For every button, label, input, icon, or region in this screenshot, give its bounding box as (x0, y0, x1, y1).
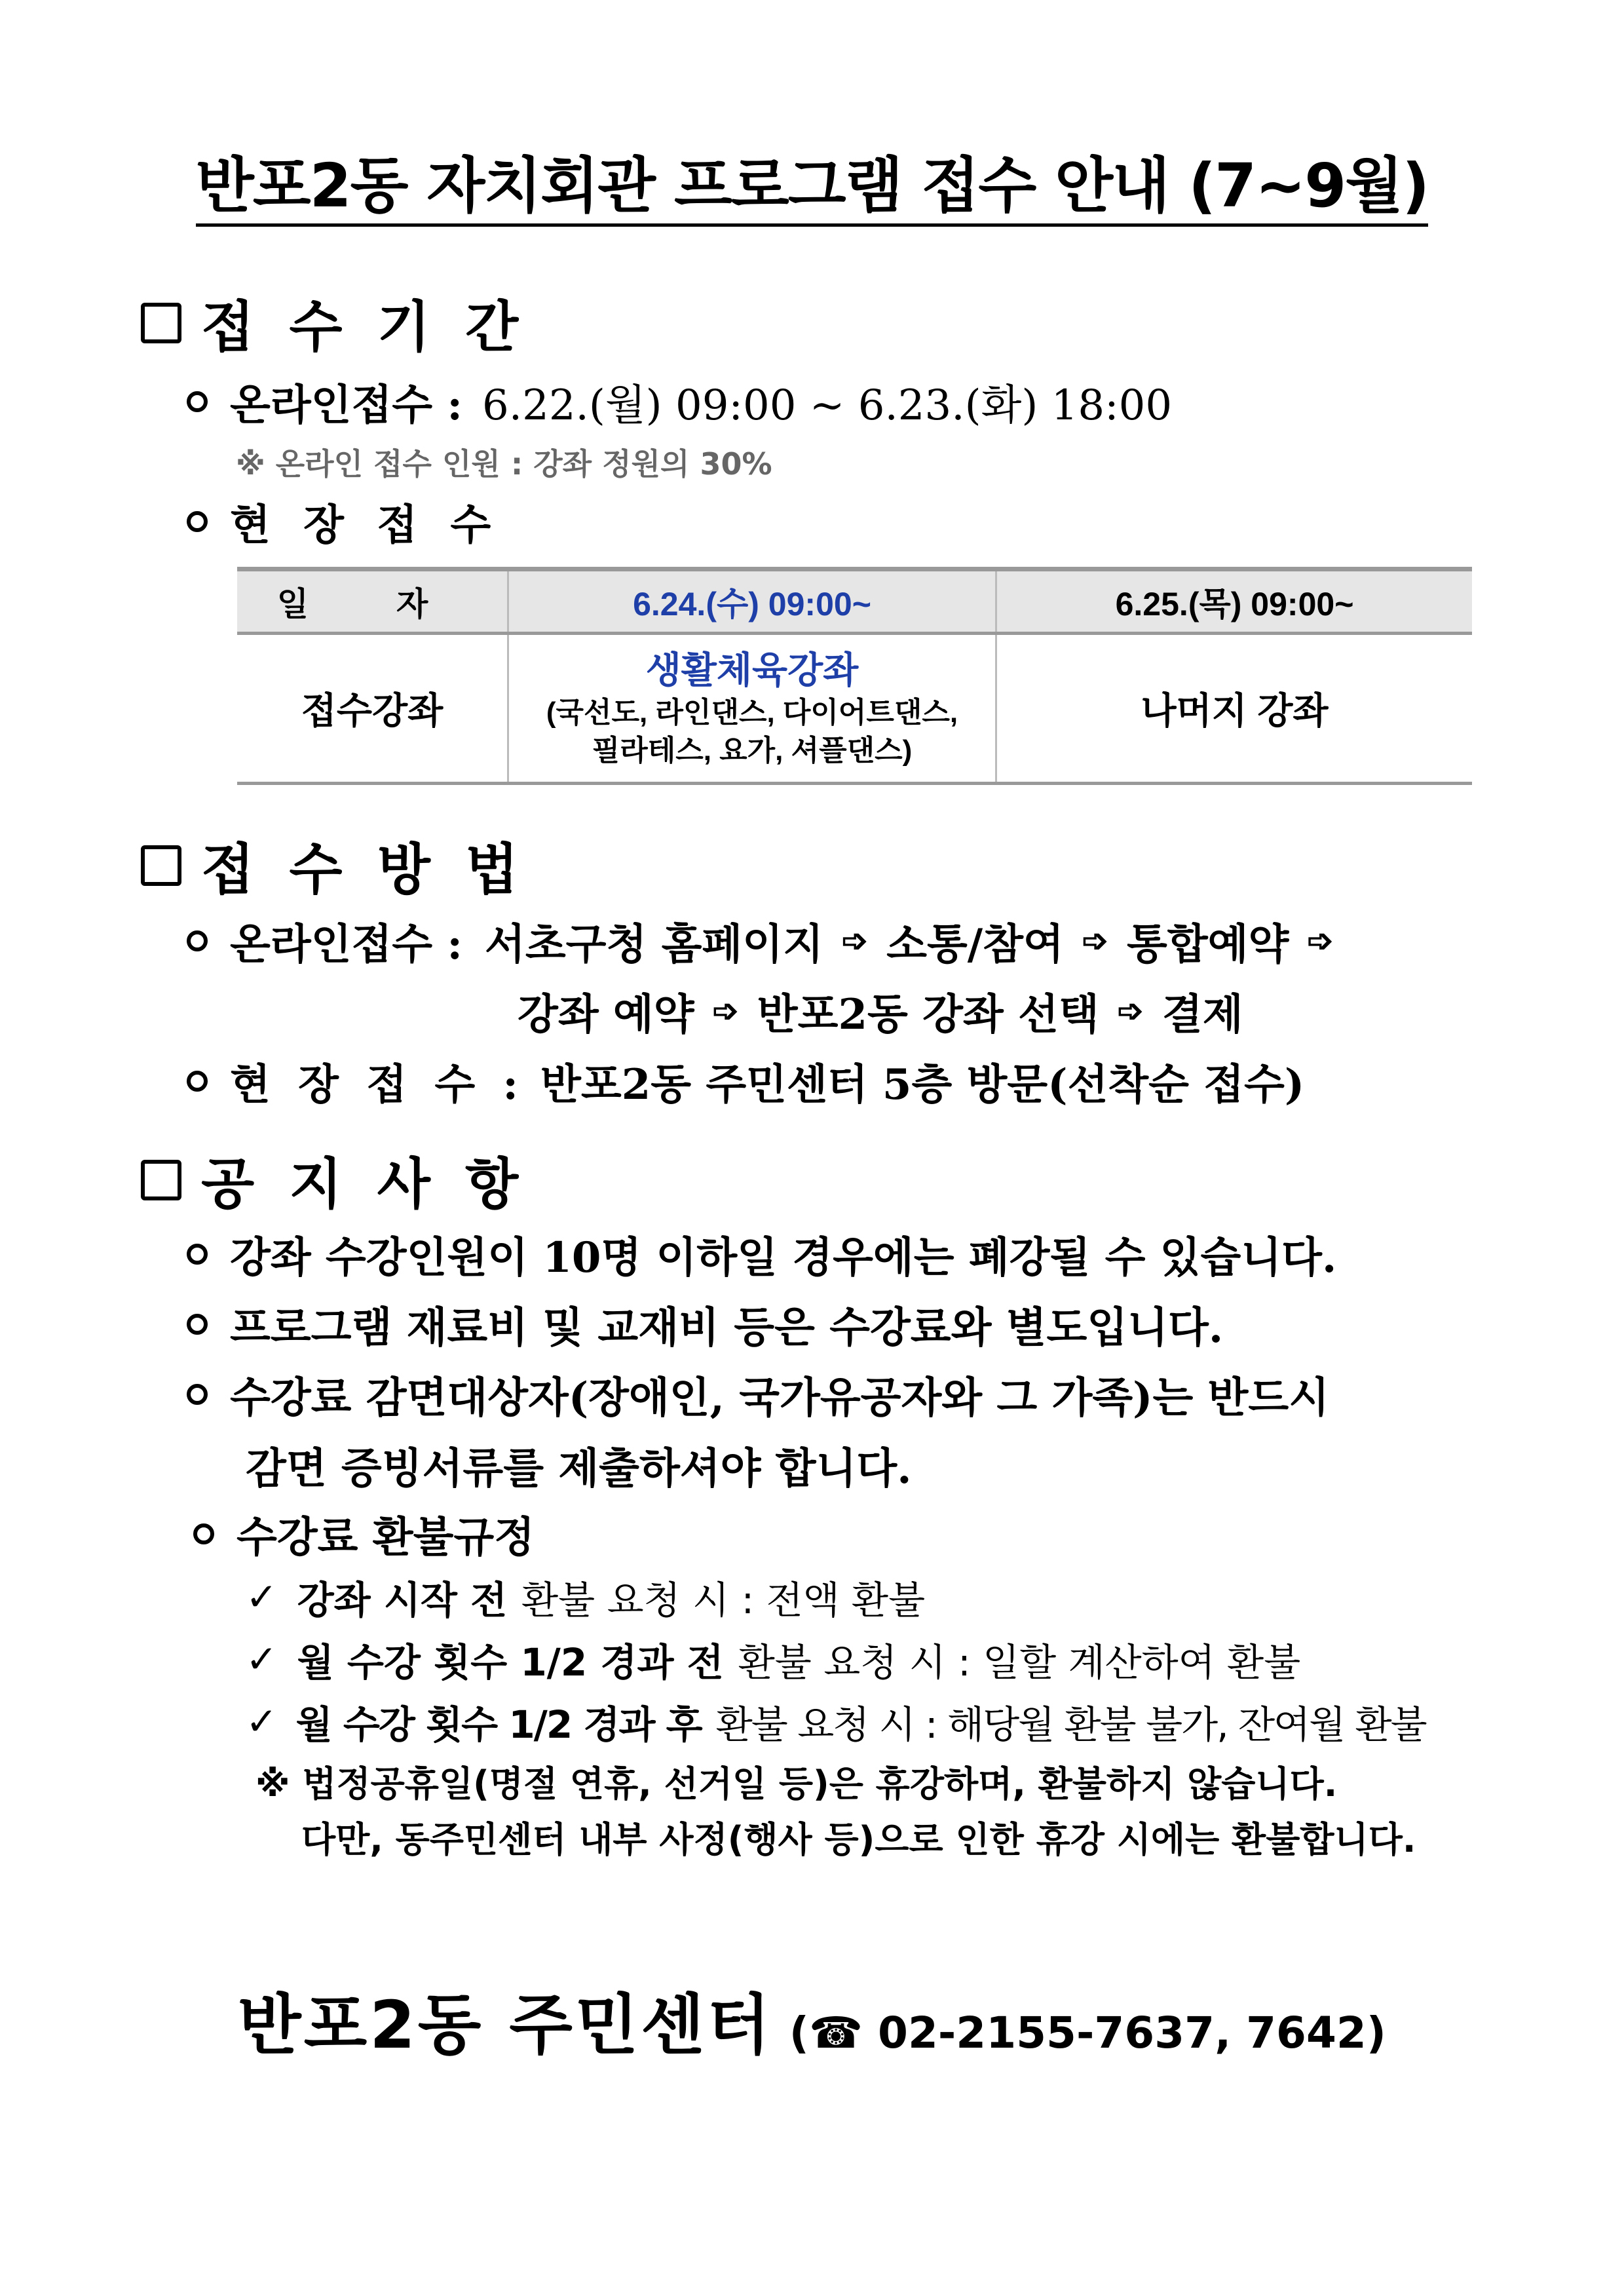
holiday-note-1: ※ 법정공휴일(명절 연휴, 선거일 등)은 휴강하며, 환불하지 않습니다. (255, 1763, 1338, 1805)
arrow-right-icon: ➩ (1117, 993, 1144, 1029)
day1-course-list-2: 필라테스, 요가, 셔플댄스) (592, 735, 913, 767)
page-title (0, 138, 1624, 224)
step-payment: 결제 (1161, 990, 1243, 1039)
online-period-line (187, 372, 1172, 432)
square-bullet-icon (141, 1160, 181, 1200)
online-period-value: 6.22.(월) 09:00 ~ 6.23.(화) 18:00 (482, 381, 1173, 430)
refund-title-line (193, 1504, 535, 1564)
refund-rule-3-condition: 월 수강 횟수 1/2 경과 후 (295, 1702, 702, 1747)
notice-item-3-text: 수강료 감면대상자(장애인, 국가유공자와 그 가족)는 반드시 (230, 1373, 1330, 1423)
step-select-course: 반포2동 강좌 선택 (757, 990, 1099, 1039)
section-heading-period (141, 283, 526, 362)
square-bullet-icon (141, 845, 181, 886)
circle-bullet-icon (187, 930, 208, 951)
online-period-label: 온라인접수 : (230, 381, 463, 430)
center-name: 반포2동 주민센터 (238, 1987, 773, 2063)
refund-rule-2-text: 환불 요청 시 : 일할 계산하여 환불 (738, 1640, 1301, 1685)
step-homepage: 서초구청 홈페이지 (485, 920, 823, 969)
refund-rule-3 (246, 1694, 1426, 1749)
day1-course-cell (508, 634, 996, 784)
phone-number: (☎ 02-2155-7637, 7642) (789, 2008, 1386, 2058)
refund-title: 수강료 환불규정 (236, 1513, 535, 1562)
section-heading-text: 접 수 방 법 (201, 837, 527, 902)
schedule-table (237, 567, 1472, 785)
footer (0, 1972, 1624, 2067)
refund-rule-1-condition: 강좌 시작 전 (297, 1578, 508, 1622)
check-icon: ✓ (246, 1699, 276, 1744)
step-integrated-reservation: 통합예약 (1127, 920, 1289, 969)
notice-item-2 (187, 1294, 1223, 1354)
onsite-period-label: 현 장 접 수 (230, 501, 500, 550)
day2-header-cell: 6.25.(목) 09:00~ (996, 569, 1473, 634)
day1-header-cell: 6.24.(수) 09:00~ (508, 569, 996, 634)
date-header-cell: 일 자 (237, 569, 508, 634)
notice-item-3 (187, 1364, 1329, 1425)
schedule-header-row (237, 569, 1472, 634)
section-heading-method (141, 826, 526, 905)
online-method-line-2 (518, 981, 1243, 1041)
circle-bullet-icon (187, 511, 208, 532)
refund-rule-2 (246, 1632, 1300, 1687)
refund-rule-3-text: 환불 요청 시 : 해당월 환불 불가, 잔여월 환불 (715, 1702, 1426, 1747)
square-bullet-icon (141, 303, 181, 343)
onsite-method-value: 반포2동 주민센터 5층 방문(선착순 접수) (540, 1060, 1305, 1109)
arrow-right-icon: ➩ (1307, 923, 1334, 959)
arrow-right-icon: ➩ (841, 923, 869, 959)
notice-item-2-text: 프로그램 재료비 및 교재비 등은 수강료와 별도입니다. (230, 1303, 1224, 1352)
online-method-line (187, 911, 1352, 971)
check-icon: ✓ (246, 1637, 278, 1681)
circle-bullet-icon (187, 1384, 208, 1405)
circle-bullet-icon (187, 1244, 208, 1265)
arrow-right-icon: ➩ (712, 993, 739, 1029)
circle-bullet-icon (187, 391, 208, 412)
onsite-method-line (187, 1051, 1304, 1111)
refund-rule-2-condition: 월 수강 횟수 1/2 경과 전 (297, 1640, 724, 1685)
circle-bullet-icon (193, 1523, 214, 1544)
refund-rule-1 (246, 1569, 925, 1624)
notice-item-3-cont: 감면 증빙서류를 제출하셔야 합니다. (246, 1444, 912, 1493)
check-icon: ✓ (246, 1575, 278, 1619)
day1-course-list-1: (국선도, 라인댄스, 다이어트댄스, (546, 697, 958, 729)
day2-course-cell: 나머지 강좌 (996, 634, 1473, 784)
onsite-method-label: 현 장 접 수 : (230, 1060, 525, 1109)
schedule-body-row (237, 634, 1472, 784)
onsite-period-line (187, 491, 500, 552)
course-row-label: 접수강좌 (237, 634, 508, 784)
online-quota-note: ※ 온라인 접수 인원 : 강좌 정원의 30% (236, 446, 772, 482)
online-method-label: 온라인접수 : (230, 920, 463, 969)
arrow-right-icon: ➩ (1082, 923, 1109, 959)
page-title-text: 반포2동 자치회관 프로그램 접수 안내 (7~9월) (196, 151, 1428, 227)
section-heading-text: 공 지 사 항 (201, 1152, 527, 1216)
circle-bullet-icon (187, 1071, 208, 1092)
holiday-note-2: 다만, 동주민센터 내부 사정(행사 등)으로 인한 휴강 시에는 환불합니다. (301, 1819, 1416, 1860)
notice-item-1 (187, 1224, 1336, 1284)
section-heading-text: 접 수 기 간 (201, 295, 527, 359)
refund-rule-1-text: 환불 요청 시 : 전액 환불 (521, 1578, 926, 1622)
circle-bullet-icon (187, 1314, 208, 1335)
step-communication: 소통/참여 (886, 920, 1064, 969)
section-heading-notice (141, 1140, 526, 1219)
notice-item-1-text: 강좌 수강인원이 10명 이하일 경우에는 폐강될 수 있습니다. (230, 1233, 1337, 1282)
step-course-reservation: 강좌 예약 (518, 990, 694, 1039)
day1-course-title: 생활체육강좌 (645, 649, 859, 691)
